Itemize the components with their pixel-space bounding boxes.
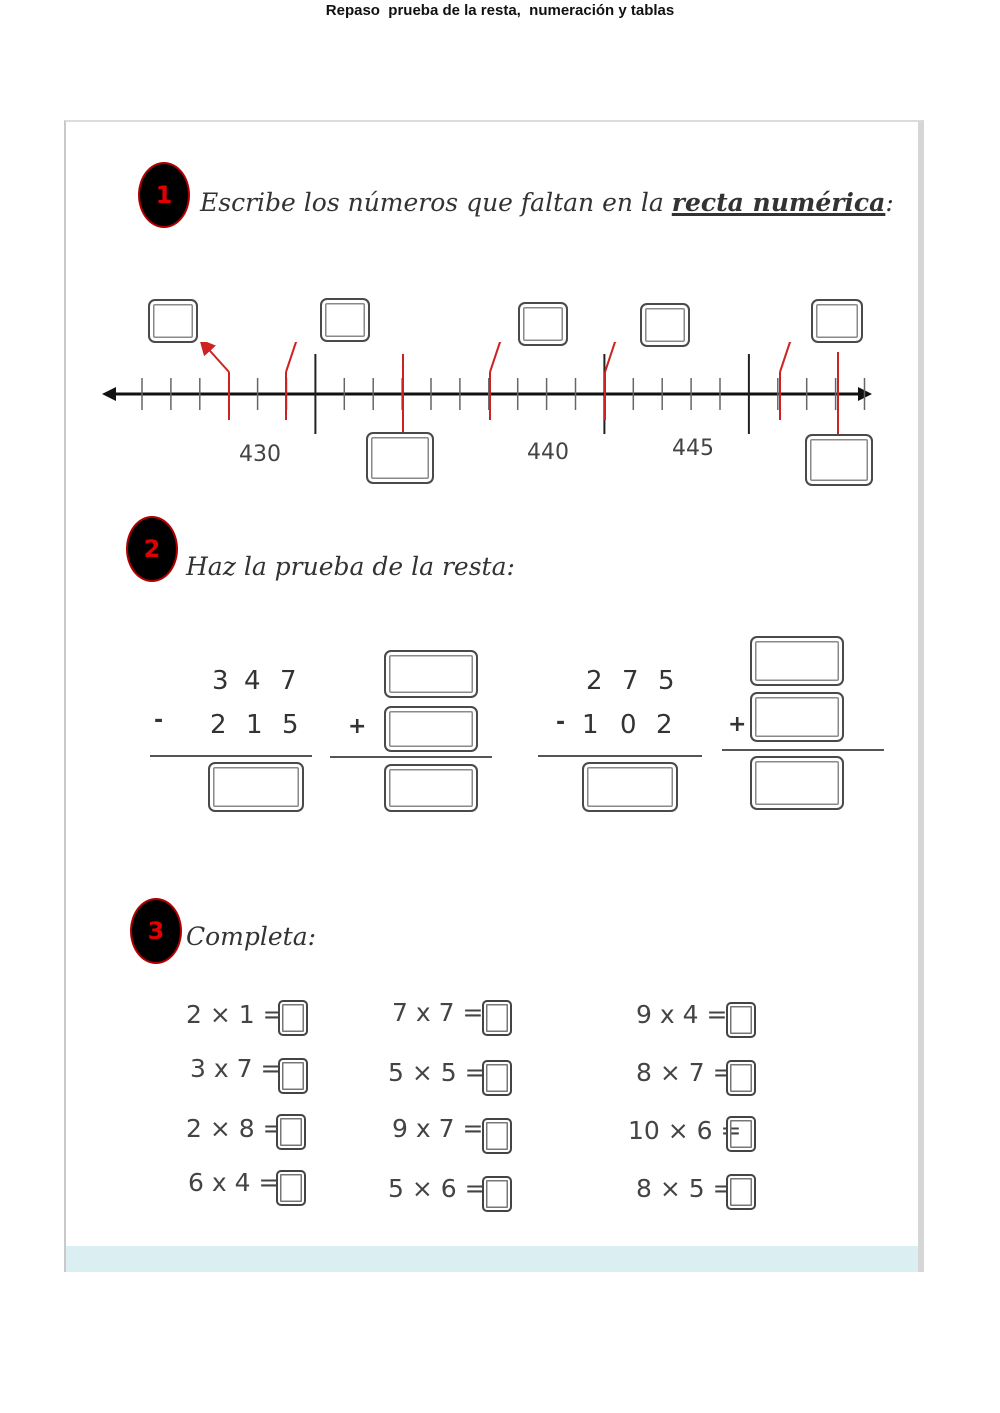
- problem-2-bottom-digit-3: 2: [656, 710, 673, 740]
- problem-2-bottom-digit-1: 1: [582, 710, 599, 740]
- exercise-1-instruction-emphasis: recta numérica: [671, 188, 886, 217]
- number-line-pointers: [202, 342, 838, 434]
- proof-1-box-2[interactable]: [384, 706, 478, 752]
- times-answer-c2-r1[interactable]: [482, 1000, 512, 1036]
- proof-2-box-2[interactable]: [750, 692, 844, 742]
- problem-2-minus-sign: -: [556, 710, 566, 735]
- proof-2-result-box[interactable]: [750, 756, 844, 810]
- proof-2-plus-sign: +: [728, 712, 747, 737]
- times-answer-c2-r4[interactable]: [482, 1176, 512, 1212]
- problem-2-top-digit-2: 7: [622, 666, 639, 696]
- problem-1-top-digit-3: 7: [280, 666, 297, 696]
- exercise-2-badge: [128, 518, 176, 580]
- exercise-3-badge: [132, 900, 180, 962]
- times-answer-c1-r3[interactable]: [276, 1114, 306, 1150]
- proof-1-result-box[interactable]: [384, 764, 478, 812]
- problem-2-result-box[interactable]: [582, 762, 678, 812]
- times-answer-c3-r1[interactable]: [726, 1002, 756, 1038]
- problem-2-top-digit-1: 2: [586, 666, 603, 696]
- page-title: Repaso prueba de la resta, numeración y tablas: [325, 2, 675, 19]
- answer-box-top-1[interactable]: [148, 299, 198, 343]
- exercise-1-number: 1: [155, 181, 173, 209]
- exercise-1-instruction-suffix: :: [885, 188, 894, 217]
- number-line: [66, 342, 918, 542]
- times-answer-c3-r3[interactable]: [726, 1116, 756, 1152]
- times-table-c1-r3: 2 × 8 =: [186, 1114, 284, 1143]
- answer-box-top-3[interactable]: [518, 302, 568, 346]
- proof-1-rule: [330, 756, 492, 758]
- number-line-label-440: 440: [527, 440, 569, 465]
- answer-box-top-4[interactable]: [640, 303, 690, 347]
- problem-1-top-digit-2: 4: [244, 666, 261, 696]
- answer-box-bottom-1[interactable]: [366, 432, 434, 484]
- problem-1-minus-sign: -: [154, 708, 164, 733]
- problem-1-result-box[interactable]: [208, 762, 304, 812]
- times-table-c2-r2: 5 × 5 =: [388, 1058, 486, 1087]
- times-table-c1-r4: 6 x 4 =: [188, 1168, 280, 1197]
- problem-2-rule: [538, 755, 702, 757]
- problem-1-top-digit-1: 3: [212, 666, 229, 696]
- proof-2-box-1[interactable]: [750, 636, 844, 686]
- problem-1-bottom-digit-1: 2: [210, 710, 227, 740]
- proof-1-box-1[interactable]: [384, 650, 478, 698]
- problem-2-bottom-digit-2: 0: [620, 710, 637, 740]
- times-table-c2-r3: 9 x 7 =: [392, 1114, 484, 1143]
- times-answer-c1-r1[interactable]: [278, 1000, 308, 1036]
- answer-box-top-2[interactable]: [320, 298, 370, 342]
- problem-1-rule: [150, 755, 312, 757]
- answer-box-bottom-2[interactable]: [805, 434, 873, 486]
- times-table-c1-r1: 2 × 1 =: [186, 1000, 284, 1029]
- exercise-1-badge: [140, 164, 188, 226]
- exercise-1-instruction: [200, 188, 894, 217]
- times-table-c1-r2: 3 x 7 =: [190, 1054, 282, 1083]
- worksheet-footer-band: [66, 1246, 918, 1272]
- proof-2-rule: [722, 749, 884, 751]
- times-answer-c2-r3[interactable]: [482, 1118, 512, 1154]
- number-line-left-arrow: [102, 387, 116, 401]
- times-answer-c3-r2[interactable]: [726, 1060, 756, 1096]
- problem-1-bottom-digit-2: 1: [246, 710, 263, 740]
- number-line-label-430: 430: [239, 442, 281, 467]
- exercise-2-instruction: Haz la prueba de la resta:: [186, 552, 515, 581]
- times-table-c2-r1: 7 x 7 =: [392, 998, 484, 1027]
- times-answer-c2-r2[interactable]: [482, 1060, 512, 1096]
- worksheet: [64, 120, 924, 1272]
- times-table-c3-r4: 8 × 5 =: [636, 1174, 734, 1203]
- times-answer-c3-r4[interactable]: [726, 1174, 756, 1210]
- exercise-2-number: 2: [143, 535, 161, 563]
- exercise-3-number: 3: [147, 917, 165, 945]
- times-table-c3-r2: 8 × 7 =: [636, 1058, 734, 1087]
- times-table-c3-r1: 9 x 4 =: [636, 1000, 728, 1029]
- times-answer-c1-r4[interactable]: [276, 1170, 306, 1206]
- exercise-3-instruction: Completa:: [186, 922, 317, 951]
- times-table-c2-r4: 5 × 6 =: [388, 1174, 486, 1203]
- number-line-label-445: 445: [672, 436, 714, 461]
- times-answer-c1-r2[interactable]: [278, 1058, 308, 1094]
- answer-box-top-5[interactable]: [811, 299, 863, 343]
- problem-1-bottom-digit-3: 5: [282, 710, 299, 740]
- proof-1-plus-sign: +: [348, 714, 367, 739]
- problem-2-top-digit-3: 5: [658, 666, 675, 696]
- times-table-c3-r3: 10 × 6 =: [628, 1116, 742, 1145]
- exercise-1-instruction-text: Escribe los números que faltan en la: [200, 188, 664, 217]
